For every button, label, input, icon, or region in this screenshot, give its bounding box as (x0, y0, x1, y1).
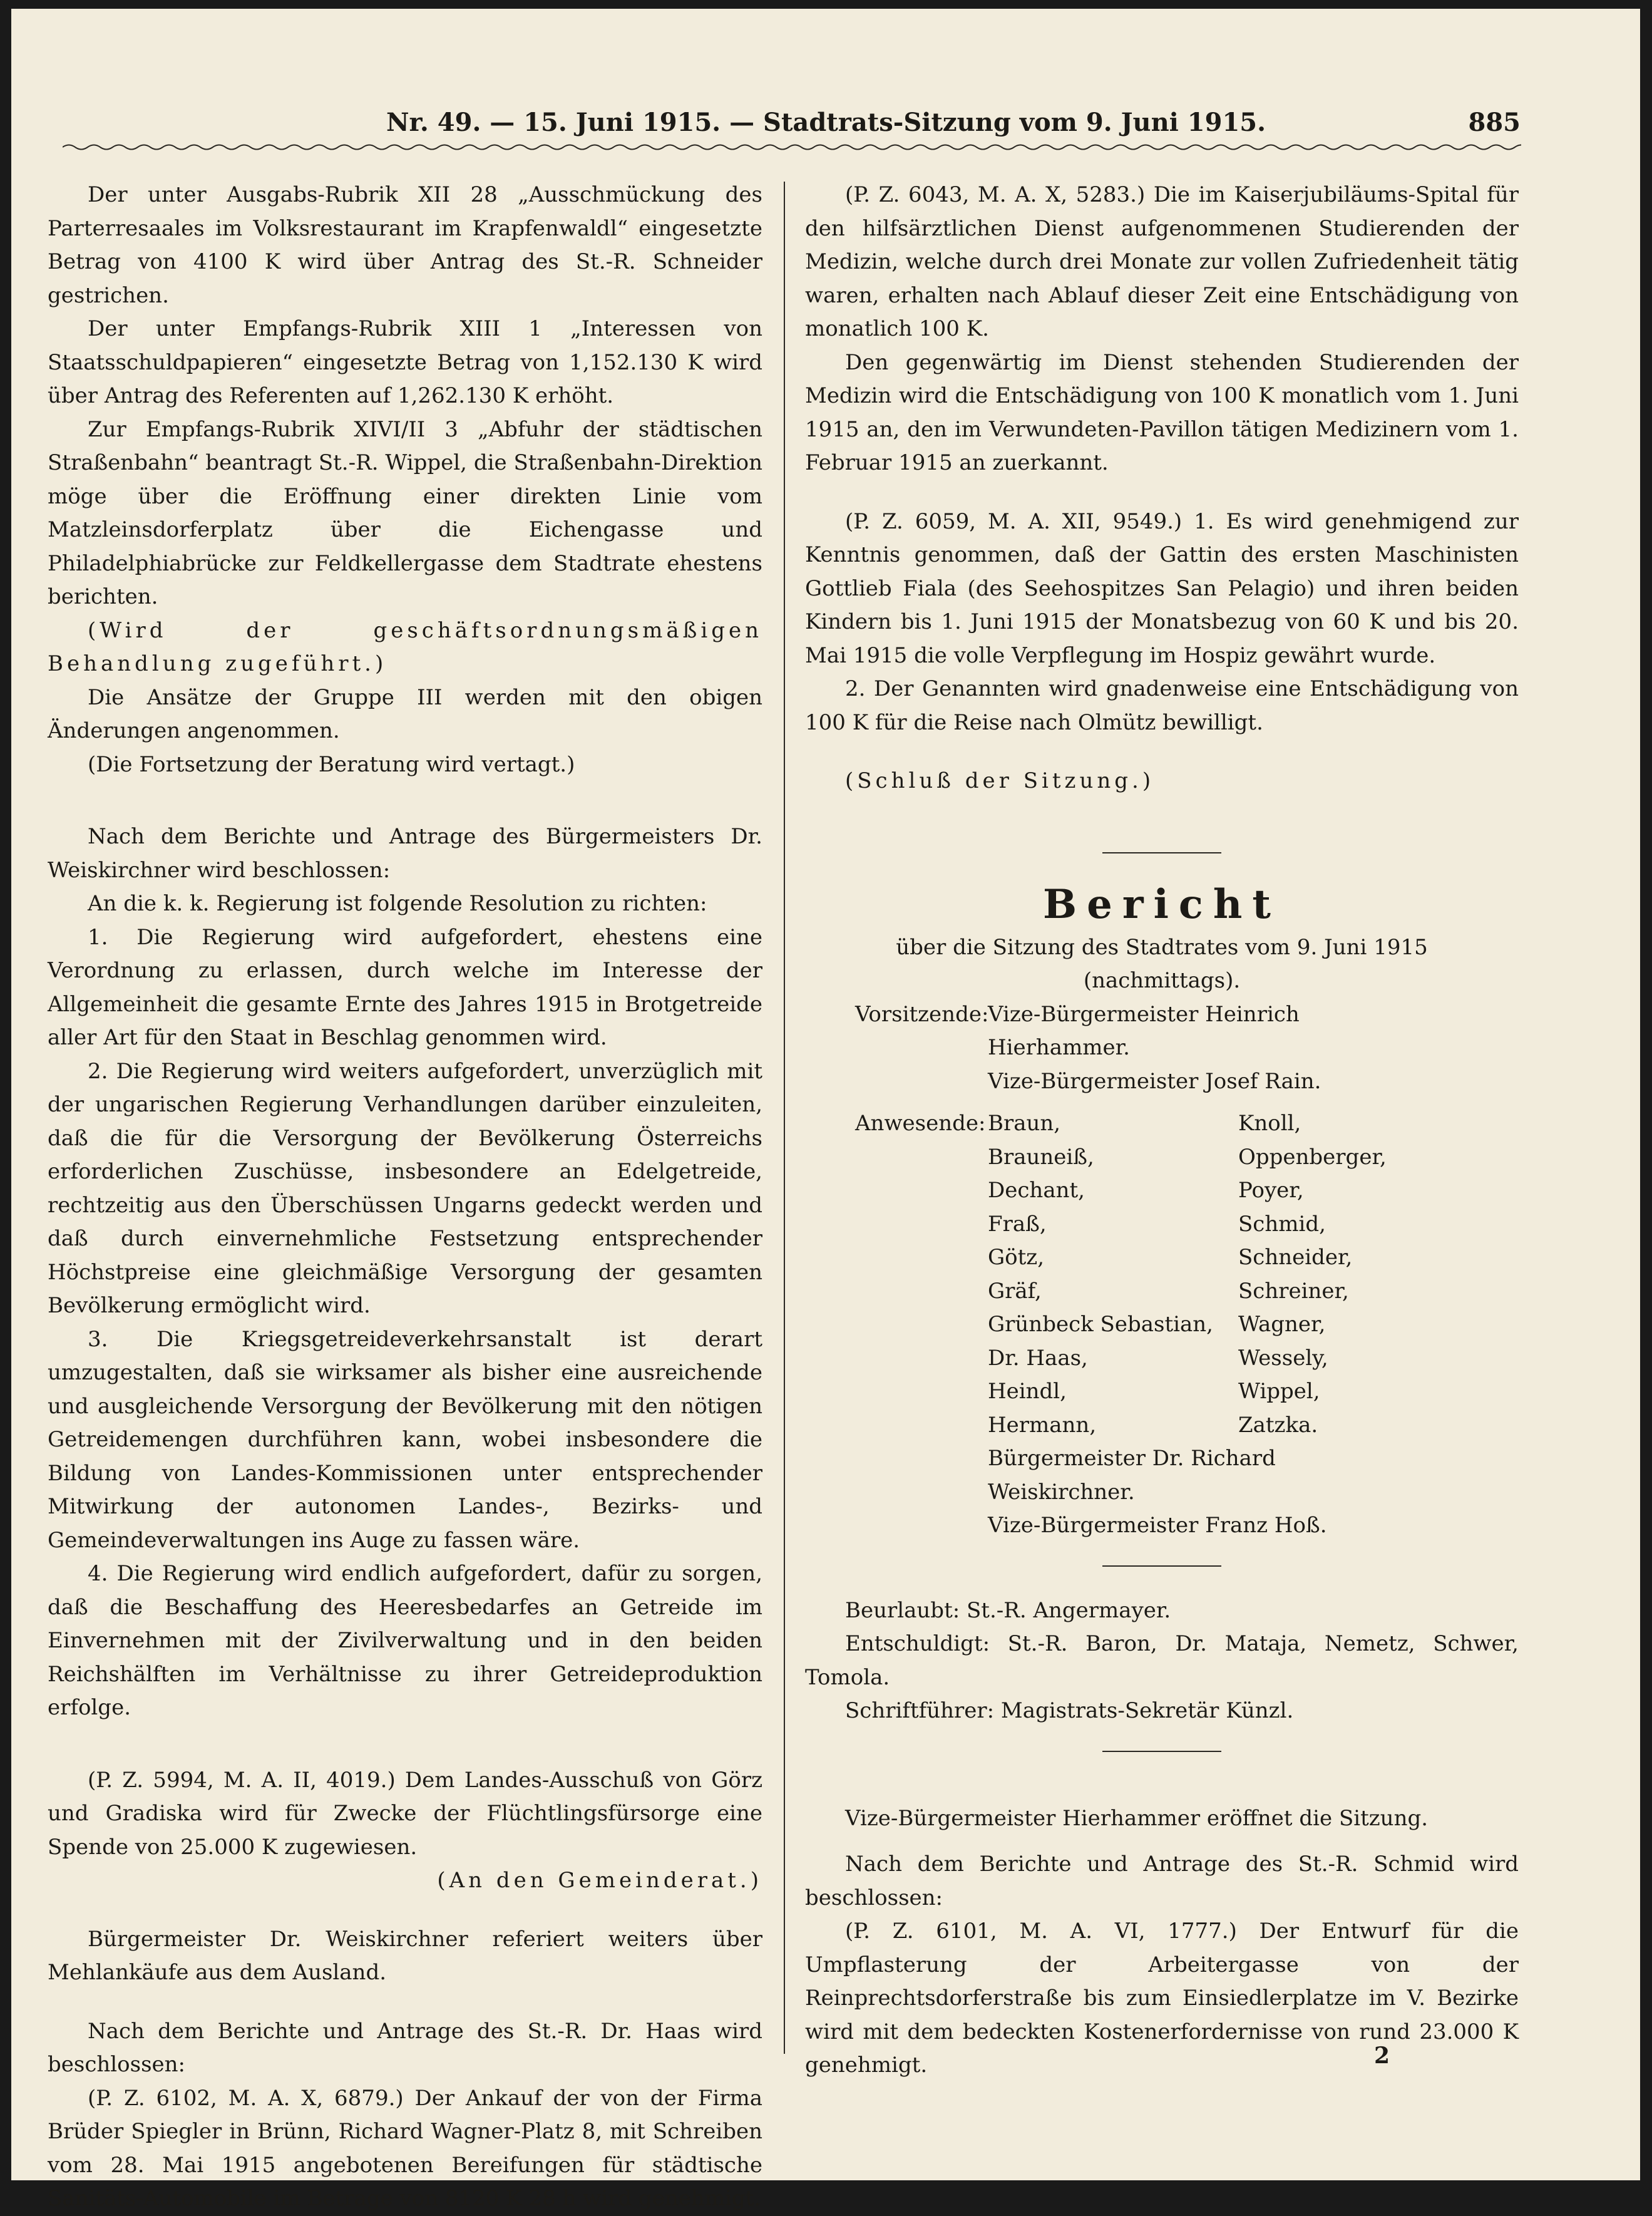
paragraph: 1. Die Regierung wird aufgefordert, ehestens eine Verordnung zu erlassen, durch welche im Interesse der Allgemeinheit die gesamte Ernte des Jahres 1915 in Brotgetreide aller Art für den Staat in Beschlag genommen wird. (48, 924, 762, 1050)
anwesende-name: Wagner, (1238, 1312, 1326, 1337)
paragraph: (P. Z. 6059, M. A. XII, 9549.) 1. Es wird genehmigend zur Kenntnis genommen, daß der Gattin des ersten Maschinisten Gottlieb Fiala (des Seehospitzes San Pelagio) und ihren beiden Kindern bis 1. Juni 1915 der Monatsbezug von 60 K und bis 20. Mai 1915 die volle Verpflegung im Hospiz gewährt wurde. (805, 508, 1519, 668)
left-column (48, 178, 762, 2216)
vorsitzende-1: Vize-Bürgermeister Heinrich Hierhammer. (988, 1001, 1300, 1060)
paragraph: 2. Der Genannten wird gnadenweise eine Entschädigung von 100 K für die Reise nach Olmütz bewilligt. (805, 676, 1519, 735)
anwesende-name: Brauneiß, (988, 1144, 1094, 1170)
paragraph: Bürgermeister Dr. Weiskirchner referiert weiters über Mehlankäufe aus dem Ausland. (48, 1926, 762, 1985)
anwesende-name: Heindl, (988, 1379, 1067, 1404)
paragraph: Der unter Empfangs-Rubrik XIII 1 „Interessen von Staatsschuldpapieren“ eingesetzte Betrag von 1,152.130 K wird über Antrag des Referenten auf 1,262.130 K erhöht. (48, 316, 762, 408)
schriftfuehrer-line: Schriftführer: Magistrats-Sekretär Künzl. (845, 1698, 1294, 1723)
vorsitzende-2: Vize-Bürgermeister Josef Rain. (988, 1068, 1321, 1094)
page-number: 885 (1468, 108, 1521, 137)
paragraph-note: (An den Gemeinderat.) (437, 1868, 762, 1893)
beurlaubt-line: Beurlaubt: St.-R. Angermayer. (845, 1597, 1171, 1623)
column-divider (784, 182, 785, 2054)
paragraph: Die Ansätze der Gruppe III werden mit den obigen Änderungen angenommen. (48, 684, 762, 743)
anwesende-name: Zatzka. (1238, 1412, 1318, 1438)
anwesende-extra-1: Bürgermeister Dr. Richard Weiskirchner. (988, 1446, 1276, 1505)
paragraph: 3. Die Kriegsgetreideverkehrsanstalt ist derart umzugestalten, daß sie wirksamer als bisher eine ausreichende und ausgleichende Versorgung der Bevölkerung mit den nötigen Getreidemengen durchführen kann, wobei insbesondere die Bildung von Landes-Kommissionen unter entsprechender Mitwirkung der autonomen Landes-, Bezirks- und Gemeindeverwaltungen ins Auge zu fassen wäre. (48, 1326, 762, 1553)
anwesende-name: Knoll, (1238, 1111, 1301, 1136)
header-title: Nr. 49. — 15. Juni 1915. — Stadtrats-Sitzung vom 9. Juni 1915. (386, 108, 1266, 137)
anwesende-name: Hermann, (988, 1412, 1097, 1438)
vorsitzende-label: Vorsitzende: (855, 1001, 989, 1027)
paragraph: (P. Z. 6101, M. A. VI, 1777.) Der Entwurf für die Umpflasterung der Arbeitergasse von der Reinprechtsdorferstraße bis zum Einsiedlerplatze im V. Bezirke wird mit dem bedeckten Kostenerfordernisse von rund 23.000 K genehmigt. (805, 1919, 1519, 2078)
paragraph: 2. Die Regierung wird weiters aufgefordert, unverzüglich mit der ungarischen Regierung Verhandlungen darüber einzuleiten, daß die für die Versorgung der Bevölkerung Österreichs erforderlichen Zuschüsse, insbesondere an Edelgetreide, rechtzeitig aus den Überschüssen Ungarns gedeckt werden und daß durch einvernehmliche Festsetzung entsprechender Höchstpreise eine gleichmäßige Versorgung der gesamten Bevölkerung ermöglicht wird. (48, 1058, 762, 1318)
paragraph-resolution-intro: Nach dem Berichte und Antrage des Bürgermeisters Dr. Weiskirchner wird beschlossen: (48, 824, 762, 883)
anwesende-name: Schneider, (1238, 1245, 1353, 1270)
anwesende-name: Schreiner, (1238, 1278, 1349, 1304)
paragraph: (P. Z. 6043, M. A. X, 5283.) Die im Kaiserjubiläums-Spital für den hilfsärztlichen Dienst aufgenommenen Studierenden der Medizin, welche durch drei Monate zur vollen Zufriedenheit tätig waren, erhalten nach Ablauf dieser Zeit eine Entschädigung von monatlich 100 K. (805, 182, 1519, 341)
paragraph: An die k. k. Regierung ist folgende Resolution zu richten: (88, 891, 707, 916)
anwesende-name: Gräf, (988, 1278, 1042, 1304)
paragraph: Vize-Bürgermeister Hierhammer eröffnet die Sitzung. (845, 1805, 1429, 1831)
bericht-title: Bericht (1043, 880, 1281, 928)
anwesende-name: Grünbeck Sebastian, (988, 1312, 1213, 1337)
anwesende-name: Poyer, (1238, 1178, 1304, 1203)
paragraph: Zur Empfangs-Rubrik XIVI/II 3 „Abfuhr der städtischen Straßenbahn“ beantragt St.-R. Wippel, die Straßenbahn-Direktion möge über die Eröffnung einer direkten Linie vom Matzleinsdorferplatz über die Eichengasse und Philadelphiabrücke zur Feldkellergasse dem Stadtrate ehestens berichten. (48, 416, 762, 609)
paragraph-note: (Wird der geschäftsordnungsmäßigen Behandlung zugeführt.) (48, 617, 762, 676)
anwesende-name: Dechant, (988, 1178, 1085, 1203)
paragraph-note: (Die Fortsetzung der Beratung wird vertagt.) (88, 751, 575, 777)
paragraph: Nach dem Berichte und Antrage des St.-R. Schmid wird beschlossen: (805, 1852, 1519, 1910)
anwesende-name: Schmid, (1238, 1211, 1326, 1237)
anwesende-name: Wessely, (1238, 1345, 1328, 1371)
bericht-subtitle-2: (nachmittags). (1083, 968, 1241, 993)
paragraph: 4. Die Regierung wird endlich aufgefordert, dafür zu sorgen, daß die Beschaffung des Heeresbedarfes an Getreide im Einvernehmen mit der Zivilverwaltung und in den beiden Reichshälften im Verhältnisse zu ihrer Getreideproduktion erfolge. (48, 1561, 762, 1720)
anwesende-name: Braun, (988, 1111, 1061, 1136)
anwesende-label: Anwesende: (855, 1111, 986, 1136)
paragraph: Den gegenwärtig im Dienst stehenden Studierenden der Medizin wird die Entschädigung von 100 K monatlich vom 1. Juni 1915 an, den im Verwundeten-Pavillon tätigen Medizinern vom 1. Februar 1915 an zuerkannt. (805, 349, 1519, 475)
anwesende-name: Fraß, (988, 1211, 1047, 1237)
paragraph-note: (Schluß der Sitzung.) (845, 768, 1155, 793)
anwesende-name: Götz, (988, 1245, 1045, 1270)
anwesende-extra-2: Vize-Bürgermeister Franz Hoß. (988, 1513, 1327, 1538)
sheet-number: 2 (1374, 2043, 1390, 2069)
paragraph: (P. Z. 6102, M. A. X, 6879.) Der Ankauf der von der Firma Brüder Spiegler in Brünn, Richard Wagner-Platz 8, mit Schreiben vom 28. Mai 1915 angebotenen Bereifungen für städtische Sanitäts-Automobile im Betrage von 8120 K 28 h wird genehmigt. (48, 2085, 762, 2211)
anwesende-name: Oppenberger, (1238, 1144, 1387, 1170)
attendance-list (805, 998, 1519, 1543)
anwesende-name: Dr. Haas, (988, 1345, 1088, 1371)
entschuldigt-line: Entschuldigt: St.-R. Baron, Dr. Mataja, Nemetz, Schwer, Tomola. (805, 1631, 1519, 1690)
paragraph: Nach dem Berichte und Antrage des St.-R. Dr. Haas wird beschlossen: (48, 2018, 762, 2077)
paragraph: (P. Z. 5994, M. A. II, 4019.) Dem Landes-Ausschuß von Görz und Gradiska wird für Zwecke der Flüchtlingsfürsorge eine Spende von 25.000 K zugewiesen. (48, 1767, 762, 1860)
right-column (805, 178, 1519, 2083)
anwesende-name: Wippel, (1238, 1379, 1320, 1404)
paragraph: Der unter Ausgabs-Rubrik XII 28 „Ausschmückung des Parterresaales im Volksrestaurant im Krapfenwaldl“ eingesetzte Betrag von 4100 K wird über Antrag des St.-R. Schneider gestrichen. (48, 182, 762, 308)
bericht-subtitle: über die Sitzung des Stadtrates vom 9. Juni 1915 (896, 934, 1428, 960)
header-wavy-rule (63, 143, 1521, 152)
